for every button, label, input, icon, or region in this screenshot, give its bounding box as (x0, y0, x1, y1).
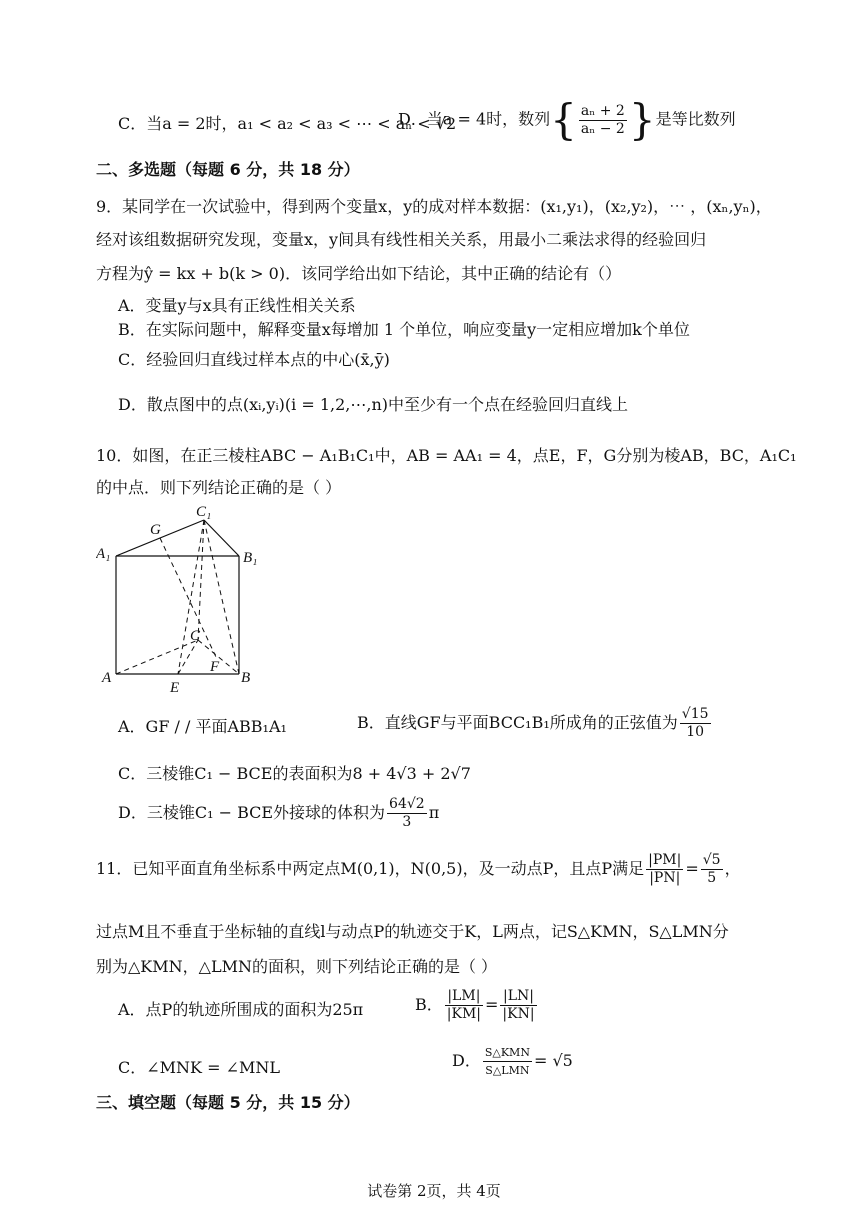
q8-option-d: D．当a = 4时，数列{ $\frac{\text{aₙ + 2}}{\text{aₙ − 2}}$ }是等比数列 (398, 95, 736, 144)
q10-option-b-fraction: $\frac{√15}{10}$ (681, 706, 709, 740)
q11-line-3: 别为△KMN，△LMN的面积，则下列结论正确的是（ ） (96, 957, 498, 976)
q10-option-b (357, 706, 713, 748)
label-e: E (170, 680, 180, 696)
q9-option-d: D．散点图中的点(xᵢ,yᵢ)(i = 1,2,⋯,n)中至少有一个点在经验回归直线上 (118, 395, 629, 414)
q9-line-2: 经对该组数据研究发现，变量x，y间具有线性相关关系，用最小二乘法求得的经验回归 (96, 230, 707, 249)
q10-option-d-fraction: $\frac{64√2}{3}$ (389, 796, 425, 830)
q11-option-d (452, 1044, 573, 1088)
q11-value-fraction: $\frac{√5}{5}$ (702, 852, 721, 886)
q11-line-1-text: 11．已知平面直角坐标系中两定点M(0,1)，N(0,5)，及一动点P，且点P满足 (96, 859, 645, 878)
q10-option-d-text: D．三棱锥C₁ − BCE外接球的体积为 (118, 803, 386, 822)
q10-option-a: A．GF / / 平面ABB₁A₁ (118, 717, 287, 736)
q11-comma: ， (724, 859, 741, 878)
prism-figure (96, 500, 266, 700)
q9-option-b: B．在实际问题中，解释变量x每增加 1 个单位，响应变量y一定相应增加k个单位 (118, 320, 690, 339)
label-a1: A₁ (96, 546, 111, 562)
q11-option-d-value: = √5 (533, 1051, 573, 1070)
q11-option-d-label: D． (452, 1051, 481, 1070)
label-b: B (241, 670, 251, 686)
q8-option-d-fraction: $\frac{\text{aₙ + 2}}{\text{aₙ − 2}}$ (580, 102, 625, 137)
q10-line-1: 10．如图，在正三棱柱ABC − A₁B₁C₁中，AB = AA₁ = 4，点E，F，G分别为棱AB，BC，A₁C₁ (96, 446, 797, 465)
q11-option-b (415, 988, 539, 1032)
q11-option-b-label: B． (415, 995, 443, 1014)
q10-line-2: 的中点．则下列结论正确的是（ ） (96, 478, 342, 497)
q11-option-b-right-fraction: $\frac{|LN|}{|KN|}$ (502, 988, 535, 1022)
label-b1: B₁ (243, 550, 258, 566)
q10-option-d (118, 796, 439, 838)
section-heading-multiple-choice: 二、多选题（每题 6 分，共 18 分） (96, 160, 360, 179)
q10-option-c: C．三棱锥C₁ − BCE的表面积为8 + 4√3 + 2√7 (118, 764, 471, 783)
q8-option-d-text: D．当a = 4时，数列 (398, 109, 551, 129)
q11-line-1 (96, 852, 741, 896)
q9-line-1: 9．某同学在一次试验中，得到两个变量x，y的成对样本数据：(x₁,y₁)，(x₂,y₂)，⋯ ，(xₙ,yₙ)， (96, 197, 772, 216)
section-heading-fill-in: 三、填空题（每题 5 分，共 15 分） (96, 1093, 360, 1112)
label-c1: C₁ (196, 504, 212, 520)
q11-line-2: 过点M且不垂直于坐标轴的直线l与动点P的轨迹交于K，L两点，记S△KMN，S△LMN分 (96, 922, 729, 941)
q11-ratio-fraction: $\frac{|PM|}{|PN|}$ (648, 852, 682, 886)
q11-equals: = (685, 859, 699, 878)
q11-option-a: A．点P的轨迹所围成的面积为25π (118, 1000, 364, 1019)
page-footer: 试卷第 2页，共 4页 (367, 1182, 501, 1200)
label-a: A (102, 670, 112, 686)
q11-option-b-equals: = (485, 995, 499, 1014)
q10-option-b-text: B．直线GF与平面BCC₁B₁所成角的正弦值为 (357, 713, 678, 732)
q9-line-3: 方程为ŷ = kx + b(k > 0)．该同学给出如下结论，其中正确的结论有（） (96, 264, 622, 283)
q11-option-c: C．∠MNK = ∠MNL (118, 1058, 280, 1077)
label-g: G (150, 522, 161, 538)
label-f: F (210, 659, 220, 675)
q11-option-b-left-fraction: $\frac{|LM|}{|KM|}$ (446, 988, 481, 1022)
q8-option-d-tail: 是等比数列 (655, 109, 736, 129)
label-c: C (190, 628, 201, 644)
q8-option-c: C．当a = 2时，a₁ < a₂ < a₃ < ⋯ < aₙ < √2 (118, 114, 457, 133)
q10-option-d-pi: π (428, 803, 440, 822)
q11-option-d-fraction: $\frac{\text{S△KMN}}{\text{S△LMN}}$ (484, 1046, 530, 1077)
q9-option-c: C．经验回归直线过样本点的中心(x̄,ȳ) (118, 350, 390, 369)
q9-option-a: A．变量y与x具有正线性相关关系 (118, 296, 356, 315)
